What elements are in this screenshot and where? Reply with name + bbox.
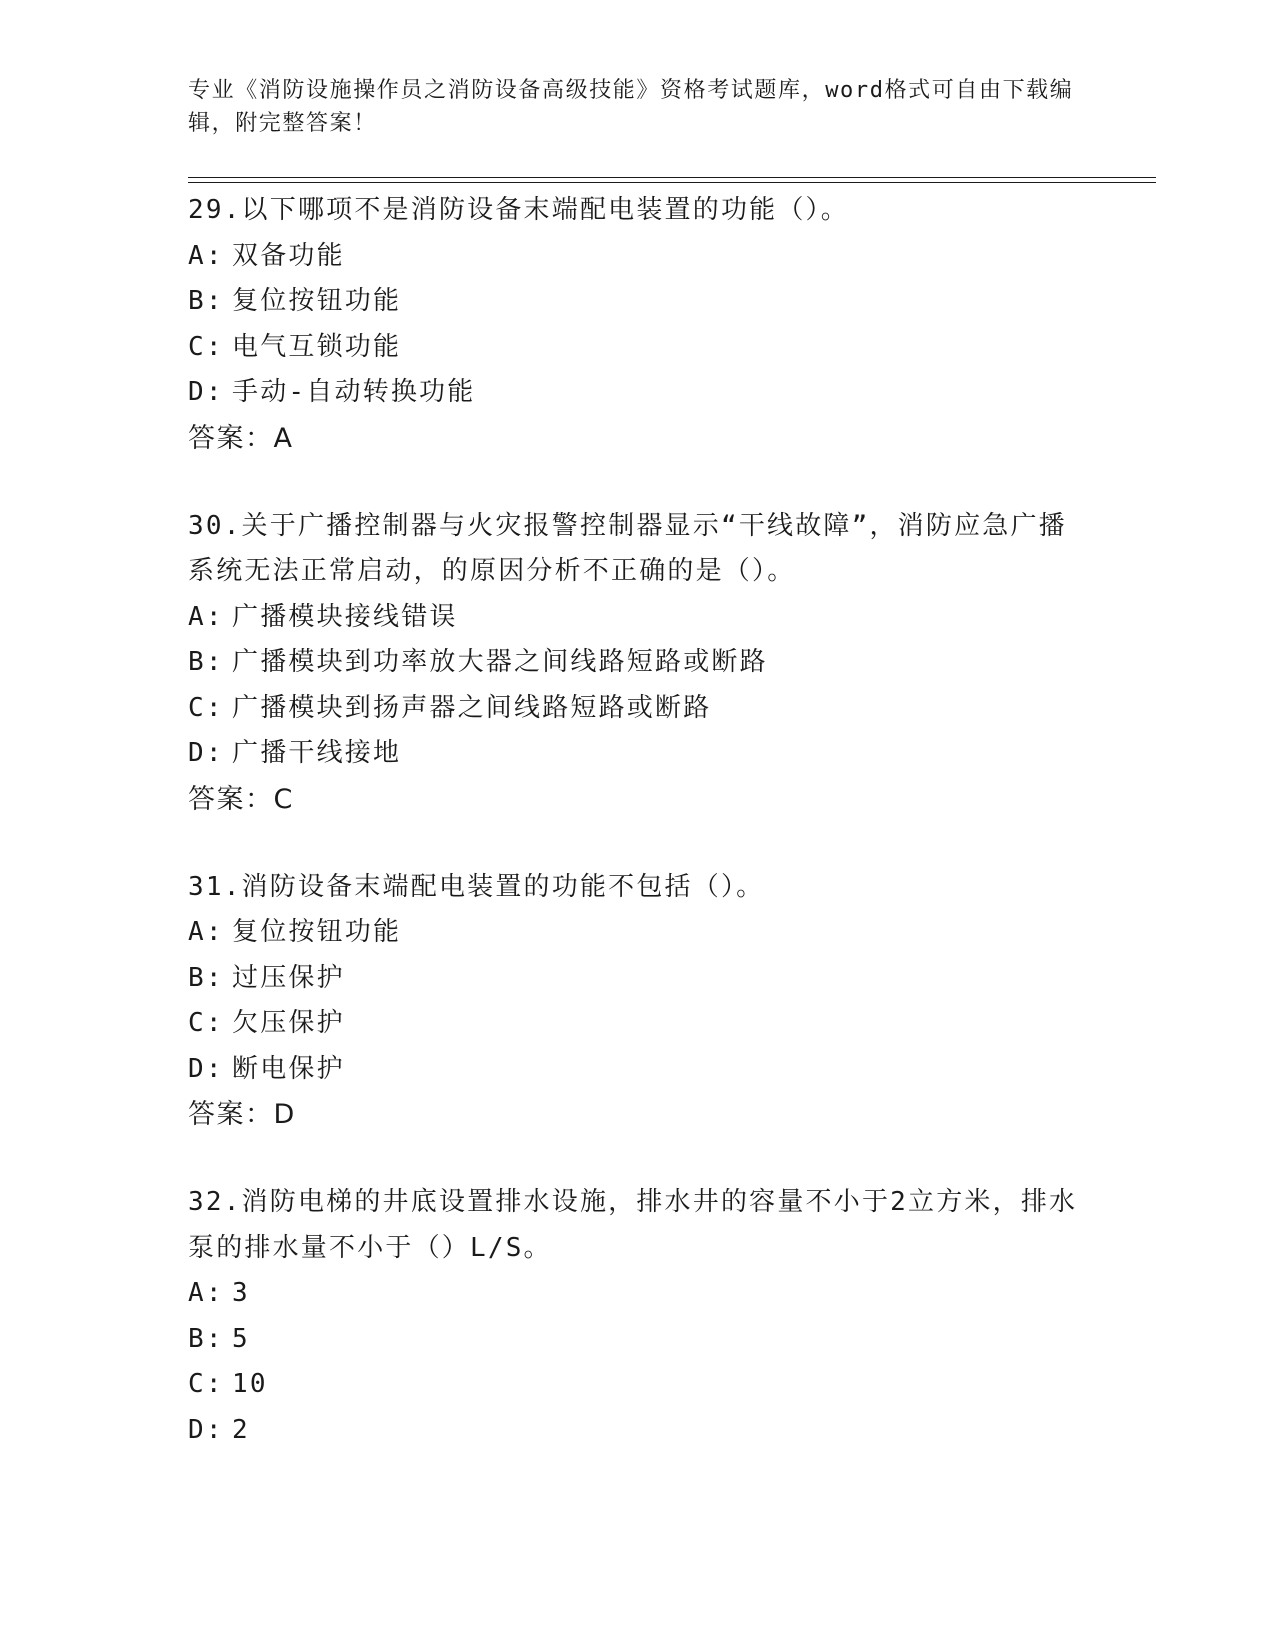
option-key: B: <box>188 962 224 993</box>
option-key: D: <box>188 738 224 768</box>
option-key: C: <box>188 1008 224 1038</box>
option-text: 过压保护 <box>232 962 345 993</box>
option-text: 广播模块到扬声器之间线路短路或断路 <box>232 692 712 723</box>
option-b <box>188 956 1088 1002</box>
option-b <box>188 279 1088 325</box>
option-key: C: <box>188 692 224 723</box>
option-text: 双备功能 <box>232 240 345 271</box>
question-31 <box>188 865 1088 1139</box>
option-text: 广播干线接地 <box>232 738 402 768</box>
option-d <box>188 370 1088 416</box>
option-c <box>188 1001 1088 1047</box>
option-text: 复位按钮功能 <box>232 917 402 947</box>
question-stem: 30.关于广播控制器与火灾报警控制器显示“干线故障”，消防应急广播系统无法正常启动，的原因分析不正确的是（）。 <box>188 510 1067 586</box>
option-d <box>188 1408 1088 1454</box>
option-key: C: <box>188 331 224 362</box>
option-text: 欠压保护 <box>232 1008 345 1038</box>
question-stem: 29.以下哪项不是消防设备末端配电装置的功能（）。 <box>188 195 849 225</box>
option-c <box>188 1362 1088 1408</box>
option-b <box>188 640 1088 686</box>
option-key: B: <box>188 1323 224 1354</box>
option-text: 电气互锁功能 <box>232 331 402 362</box>
option-d <box>188 1047 1088 1093</box>
option-text: 3 <box>232 1278 250 1308</box>
question-32 <box>188 1180 1088 1453</box>
option-text: 断电保护 <box>232 1053 345 1084</box>
header-divider-bottom <box>188 182 1156 183</box>
option-text: 广播模块接线错误 <box>232 601 458 632</box>
option-key: D: <box>188 1053 224 1084</box>
option-text: 复位按钮功能 <box>232 286 402 316</box>
answer: 答案：A <box>188 422 294 454</box>
option-key: B: <box>188 286 224 316</box>
option-key: D: <box>188 377 224 407</box>
option-key: D: <box>188 1414 224 1445</box>
option-d <box>188 731 1088 777</box>
question-stem: 32.消防电梯的井底设置排水设施，排水井的容量不小于2立方米，排水泵的排水量不小于（）L/S。 <box>188 1187 1078 1263</box>
document-header: 专业《消防设施操作员之消防设备高级技能》资格考试题库，word格式可自由下载编辑，附完整答案！ <box>188 78 1074 136</box>
option-key: A: <box>188 1278 224 1308</box>
option-a <box>188 595 1088 641</box>
option-text: 10 <box>232 1369 268 1399</box>
option-text: 2 <box>232 1414 250 1445</box>
option-text: 广播模块到功率放大器之间线路短路或断路 <box>232 647 768 677</box>
option-b <box>188 1317 1088 1363</box>
option-key: B: <box>188 647 224 677</box>
header-divider-top <box>188 177 1156 178</box>
option-c <box>188 325 1088 371</box>
question-30 <box>188 504 1088 823</box>
answer: 答案：D <box>188 1099 296 1130</box>
option-c <box>188 686 1088 732</box>
option-key: A: <box>188 601 224 632</box>
option-a <box>188 1271 1088 1317</box>
option-a <box>188 234 1088 280</box>
question-stem: 31.消防设备末端配电装置的功能不包括（）。 <box>188 871 765 902</box>
option-key: C: <box>188 1369 224 1399</box>
answer: 答案：C <box>188 783 294 815</box>
option-key: A: <box>188 240 224 271</box>
option-text: 手动-自动转换功能 <box>232 377 476 407</box>
option-key: A: <box>188 917 224 947</box>
option-a <box>188 910 1088 956</box>
question-29 <box>188 188 1088 462</box>
option-text: 5 <box>232 1323 250 1354</box>
question-list <box>188 188 1088 1495</box>
